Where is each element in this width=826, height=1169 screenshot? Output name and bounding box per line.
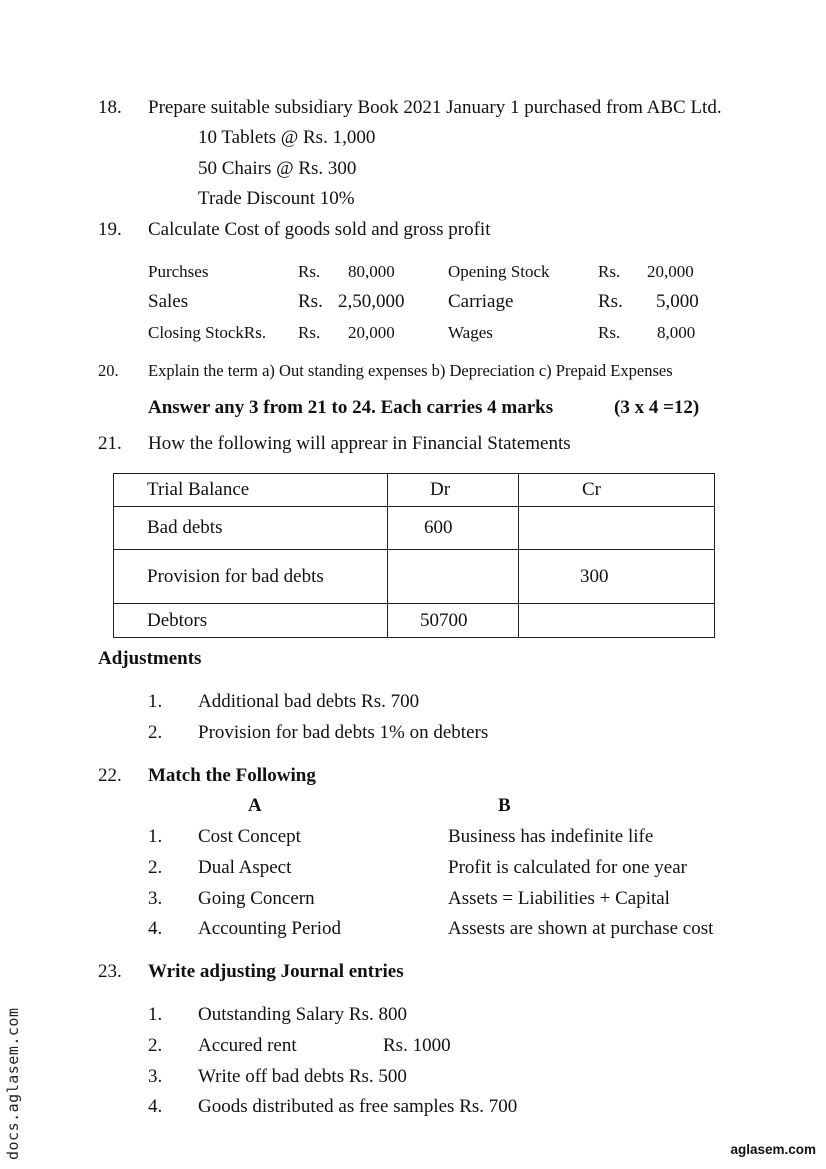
q19-row-3-left-value: 20,000 — [348, 323, 395, 342]
row-2-name: Provision for bad debts — [114, 550, 388, 604]
q20-number: 20. — [98, 361, 119, 380]
q19-number: 19. — [98, 219, 122, 240]
entry-2-number: 2. — [148, 1035, 163, 1056]
q19-row-2-left-value: 2,50,000 — [338, 291, 405, 312]
q23-title: Write adjusting Journal entries — [148, 961, 404, 982]
q19-row-2-right-label: Carriage — [448, 291, 514, 312]
row-2-cr: 300 — [519, 550, 715, 604]
adjustment-2-number: 2. — [148, 722, 163, 743]
match-1-number: 1. — [148, 826, 163, 847]
trial-balance-table — [113, 473, 715, 638]
q19-row-3-left-currency: Rs. — [298, 323, 321, 342]
match-3-a: Going Concern — [198, 888, 315, 909]
match-2-b: Profit is calculated for one year — [448, 857, 687, 878]
q23-number: 23. — [98, 961, 122, 982]
header-dr: Dr — [388, 474, 519, 507]
q19-row-1-right-value: 20,000 — [647, 262, 694, 281]
entry-1-number: 1. — [148, 1004, 163, 1025]
row-3-dr: 50700 — [388, 604, 519, 638]
match-4-b: Assests are shown at purchase cost — [448, 918, 714, 939]
header-cr: Cr — [519, 474, 715, 507]
entry-3-number: 3. — [148, 1066, 163, 1087]
brand-text: aglasem.com — [730, 1142, 816, 1157]
q19-row-1-right-label: Opening Stock — [448, 262, 550, 281]
q18-line-1: 10 Tablets @ Rs. 1,000 — [198, 127, 376, 148]
q21-number: 21. — [98, 433, 122, 454]
entry-3-text: Write off bad debts Rs. 500 — [198, 1066, 407, 1087]
column-a-heading: A — [248, 795, 262, 816]
row-3-name: Debtors — [114, 604, 388, 638]
row-1-cr — [519, 507, 715, 550]
row-1-dr: 600 — [388, 507, 519, 550]
adjustment-1-text: Additional bad debts Rs. 700 — [198, 691, 420, 712]
q19-row-1-left-currency: Rs. — [298, 262, 321, 281]
q18-line-2: 50 Chairs @ Rs. 300 — [198, 158, 357, 179]
q19-row-3-right-currency: Rs. — [598, 323, 621, 342]
table-header-row — [114, 474, 715, 507]
header-trial-balance: Trial Balance — [114, 474, 388, 507]
table-row — [114, 507, 715, 550]
match-1-b: Business has indefinite life — [448, 826, 654, 847]
q18-number: 18. — [98, 97, 122, 118]
q19-row-3-right-label: Wages — [448, 323, 493, 342]
q19-row-3-left-label: Closing StockRs. — [148, 323, 267, 342]
match-3-b: Assets = Liabilities + Capital — [448, 888, 670, 909]
entry-4-number: 4. — [148, 1096, 163, 1117]
table-row — [114, 604, 715, 638]
q19-row-1-right-currency: Rs. — [598, 262, 621, 281]
adjustments-title: Adjustments — [98, 648, 202, 669]
q19-row-1-left-label: Purchses — [148, 262, 209, 281]
q19-row-1-left-value: 80,000 — [348, 262, 395, 281]
match-2-a: Dual Aspect — [198, 857, 292, 878]
section-instruction: Answer any 3 from 21 to 24. Each carries 4 marks — [148, 397, 554, 418]
q19-text: Calculate Cost of goods sold and gross profit — [148, 219, 491, 240]
entry-4-text: Goods distributed as free samples Rs. 700 — [198, 1096, 518, 1117]
adjustment-2-text: Provision for bad debts 1% on debters — [198, 722, 489, 743]
match-1-a: Cost Concept — [198, 826, 301, 847]
match-3-number: 3. — [148, 888, 163, 909]
q18-text: Prepare suitable subsidiary Book 2021 January 1 purchased from ABC Ltd. — [148, 97, 722, 118]
entry-2-amount: Rs. 1000 — [383, 1035, 451, 1056]
match-2-number: 2. — [148, 857, 163, 878]
match-4-number: 4. — [148, 918, 163, 939]
match-4-a: Accounting Period — [198, 918, 342, 939]
q21-text: How the following will apprear in Financial Statements — [148, 433, 571, 454]
entry-1-text: Outstanding Salary Rs. 800 — [198, 1004, 407, 1025]
q18-line-3: Trade Discount 10% — [198, 188, 355, 209]
q22-title: Match the Following — [148, 765, 316, 786]
q19-row-2-left-currency: Rs. — [298, 291, 323, 312]
watermark-text: docs.aglasem.com — [4, 1007, 22, 1160]
row-2-dr — [388, 550, 519, 604]
section-marks: (3 x 4 =12) — [614, 397, 700, 418]
entry-2-text: Accured rent — [198, 1035, 297, 1056]
q20-text: Explain the term a) Out standing expenses b) Depreciation c) Prepaid Expenses — [148, 361, 673, 380]
q19-row-3-right-value: 8,000 — [657, 323, 696, 342]
q19-row-2-left-label: Sales — [148, 291, 189, 312]
row-1-name: Bad debts — [114, 507, 388, 550]
q19-row-2-right-currency: Rs. — [598, 291, 623, 312]
row-3-cr — [519, 604, 715, 638]
adjustment-1-number: 1. — [148, 691, 163, 712]
q22-number: 22. — [98, 765, 122, 786]
q19-row-2-right-value: 5,000 — [656, 291, 699, 312]
column-b-heading: B — [498, 795, 511, 816]
table-row — [114, 550, 715, 604]
